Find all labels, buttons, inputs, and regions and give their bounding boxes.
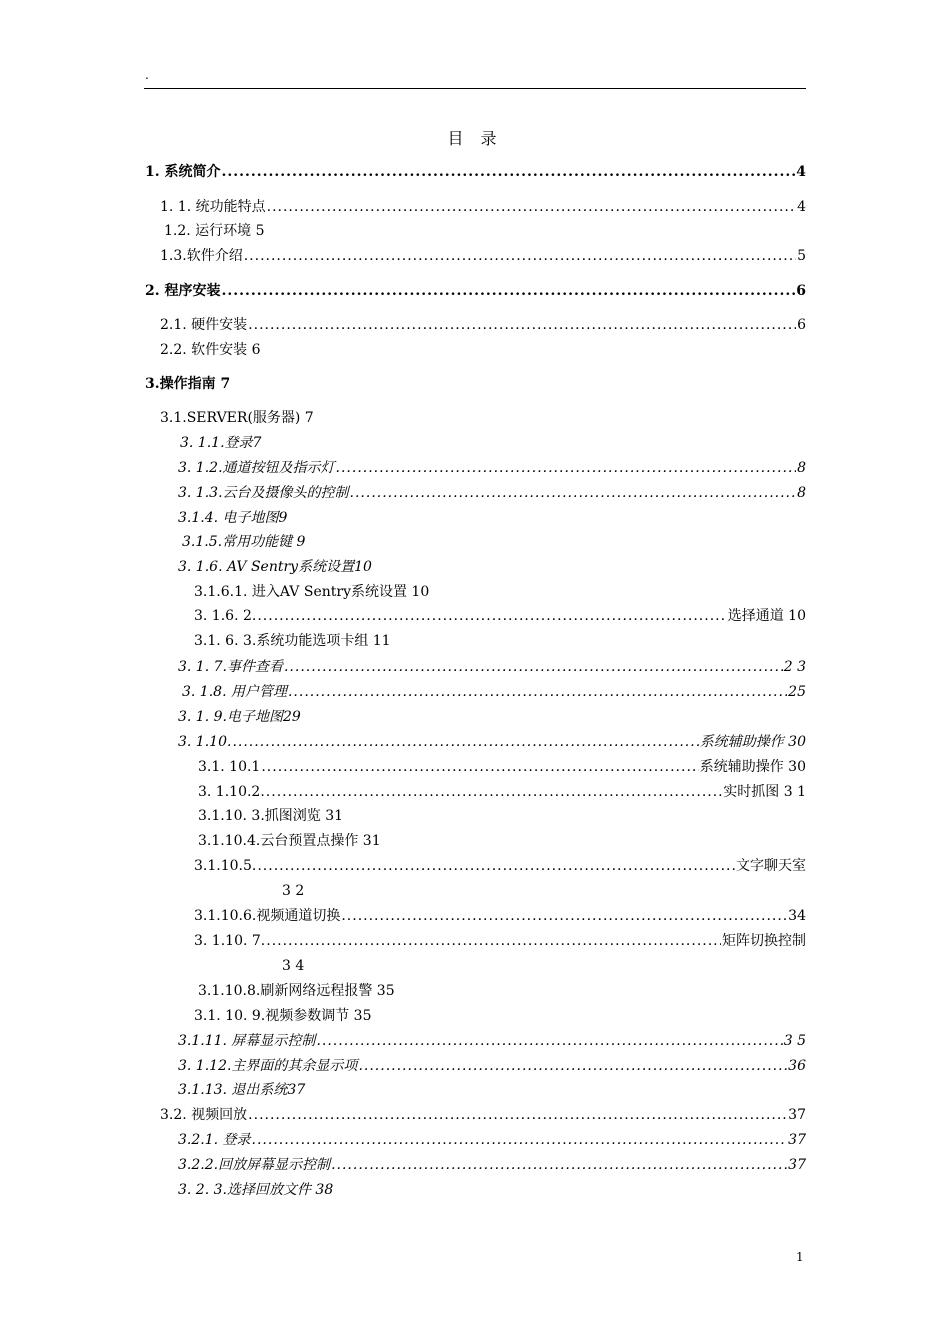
toc-entry-label: 3.1.10. 3.抓图浏览 31 (198, 808, 344, 824)
dot-leader (244, 247, 796, 265)
toc-entry-label: 2.1. 硬件安装 (160, 317, 248, 333)
toc-entry (180, 434, 261, 452)
dot-leader (257, 857, 735, 875)
toc-entry (178, 733, 806, 751)
dot-leader (350, 484, 797, 502)
header-mark: . (145, 68, 149, 82)
toc-entry-label: 3. 1. 7.事件查看 (178, 659, 283, 675)
toc-entry-label: 3.2.1. 登录 (178, 1132, 251, 1148)
toc-entry-page: 8 (797, 460, 806, 476)
toc-entry-label: 3. 1.12.主界面的其余显示项 (178, 1058, 358, 1074)
dot-leader (358, 1057, 787, 1075)
toc-entry (145, 282, 806, 300)
toc-entry (178, 558, 372, 576)
toc-entry-label: 3. 1.10.2. (198, 784, 265, 800)
toc-entry-label: 3.1. 6. 3.系统功能选项卡组 11 (194, 633, 391, 649)
toc-entry (178, 1181, 333, 1199)
toc-entry (198, 832, 381, 850)
toc-entry (160, 198, 806, 216)
toc-entry-label: 3.1. 10. 9.视频参数调节 35 (194, 1008, 372, 1024)
toc-entry (194, 1007, 372, 1025)
toc-entry-label: 3. 1. 9.电子地图29 (178, 709, 301, 725)
toc-entry-label: 2.2. 软件安装 6 (160, 342, 261, 358)
toc-entry-page: 37 (788, 1107, 806, 1123)
dot-leader (266, 783, 722, 801)
dot-leader (248, 316, 796, 334)
toc-entry-label: 3. 1.3.云台及摄像头的控制 (178, 485, 349, 501)
toc-entry-page: 系统辅助操作 30 (699, 734, 806, 750)
toc-entry (182, 533, 305, 551)
toc-entry-label: 1.2. 运行环境 5 (164, 223, 265, 239)
toc-entry (194, 932, 806, 950)
toc-entry-label: 2. 程序安装 (145, 283, 221, 299)
toc-entry (178, 1032, 806, 1050)
toc-entry-continuation: 3 2 (282, 883, 305, 899)
toc-entry (194, 607, 806, 625)
page-number: 1 (796, 1250, 804, 1264)
toc-entry-label: 3.1.10.6.视频通道切换 (194, 908, 341, 924)
toc-entry (194, 583, 429, 601)
dot-leader (288, 683, 787, 701)
dot-leader (232, 733, 698, 751)
toc-entry-label: 3.1.10.8.刷新网络远程报警 35 (198, 983, 395, 999)
dot-leader (248, 1106, 787, 1124)
toc-entry-page: 36 (788, 1058, 806, 1074)
dot-leader (257, 607, 726, 625)
toc-entry-page: 37 (788, 1132, 806, 1148)
toc-entry-label: 3.1. 10.1 (198, 759, 261, 775)
toc-entry-label: 3.1.4. 电子地图9 (178, 510, 288, 526)
toc-entry (178, 1081, 305, 1099)
toc-entry-page: 8 (797, 485, 806, 501)
toc-entry-label: 3.2. 视频回放 (160, 1107, 248, 1123)
toc-entry-label: 1. 系统简介 (145, 164, 221, 180)
toc-entry (198, 807, 343, 825)
toc-entry-label: 1.3.软件介绍 (160, 248, 243, 264)
toc-entry-page: 2 3 (783, 659, 806, 675)
toc-entry-page: 系统辅助操作 30 (699, 759, 806, 775)
dot-leader (222, 163, 796, 181)
toc-entry (145, 375, 230, 393)
toc-entry-label: 3. 2. 3.选择回放文件 38 (178, 1182, 334, 1198)
dot-leader (261, 758, 698, 776)
toc-entry-page: 实时抓图 3 1 (723, 784, 806, 800)
toc-entry-label: 3. 1.6. 2. (194, 608, 257, 624)
toc-entry (198, 758, 806, 776)
toc-entry-label: 1. 1. 统功能特点 (160, 199, 266, 215)
toc-entry-page: 6 (797, 317, 806, 333)
toc-entry-label: 3.2.2.回放屏幕显示控制 (178, 1157, 331, 1173)
toc-entry (182, 683, 806, 701)
toc-entry (145, 163, 806, 181)
toc-entry (160, 1106, 806, 1124)
dot-leader (252, 1131, 788, 1149)
dot-leader (336, 459, 797, 477)
toc-entry-page: 矩阵切换控制 (722, 933, 806, 949)
toc-entry-page: 文字聊天室 (736, 858, 806, 874)
toc-entry (178, 658, 806, 676)
toc-entry-label: 3.1.10.4.云台预置点操作 31 (198, 833, 381, 849)
toc-entry (164, 222, 265, 240)
toc-entry (178, 1131, 806, 1149)
toc-entry (194, 857, 806, 875)
toc-entry (178, 509, 287, 527)
toc-entry-label: 3.1.10.5. (194, 858, 257, 874)
toc-entry (194, 632, 391, 650)
toc-entry-page: 3 5 (783, 1033, 806, 1049)
toc-entry-label: 3. 1.10. (178, 734, 232, 750)
toc-entry-continuation: 3 4 (282, 958, 305, 974)
dot-leader (284, 658, 783, 676)
toc-entry (160, 316, 806, 334)
toc-entry-page: 6 (796, 283, 806, 299)
toc-entry (194, 907, 806, 925)
toc-title: 目 录 (447, 129, 503, 148)
dot-leader (267, 198, 796, 216)
toc-entry (160, 341, 261, 359)
toc-entry-label: 3.1.13. 退出系统37 (178, 1082, 306, 1098)
toc-entry (178, 1057, 806, 1075)
dot-leader (316, 1032, 782, 1050)
toc-entry-label: 3.1.5.常用功能键 9 (182, 534, 306, 550)
dot-leader (222, 282, 796, 300)
toc-entry (160, 247, 806, 265)
toc-entry (198, 783, 806, 801)
toc-entry (178, 459, 806, 477)
toc-entry-page: 34 (788, 908, 806, 924)
toc-entry-page: 25 (788, 684, 806, 700)
toc-entry-label: 3. 1.8. 用户管理 (182, 684, 287, 700)
toc-entry (178, 1156, 806, 1174)
toc-entry (178, 484, 806, 502)
toc-entry-page: 5 (797, 248, 806, 264)
toc-entry-label: 3.1.11. 屏幕显示控制 (178, 1033, 316, 1049)
toc-entry-label: 3.1.SERVER(服务器) 7 (160, 410, 314, 426)
toc-entry-label: 3. 1.10. 7. (194, 933, 266, 949)
toc-entry-label: 3. 1.6. AV Sentry系统设置10 (178, 559, 372, 575)
toc-entry-page: 选择通道 10 (727, 608, 806, 624)
toc-entry-page: 4 (797, 199, 806, 215)
toc-entry (178, 708, 301, 726)
toc-entry-page: 4 (796, 164, 806, 180)
toc-entry-label: 3. 1.1.登录7 (180, 435, 262, 451)
toc-entry-page: 37 (788, 1157, 806, 1173)
header-rule (144, 88, 806, 89)
dot-leader (266, 932, 721, 950)
dot-leader (331, 1156, 787, 1174)
toc-entry (198, 982, 395, 1000)
toc-entry-label: 3. 1.2.通道按钮及指示灯 (178, 460, 335, 476)
toc-entry-label: 3.操作指南 7 (145, 376, 231, 392)
toc-entry-label: 3.1.6.1. 进入AV Sentry系统设置 10 (194, 584, 430, 600)
dot-leader (341, 907, 787, 925)
toc-entry (160, 409, 314, 427)
